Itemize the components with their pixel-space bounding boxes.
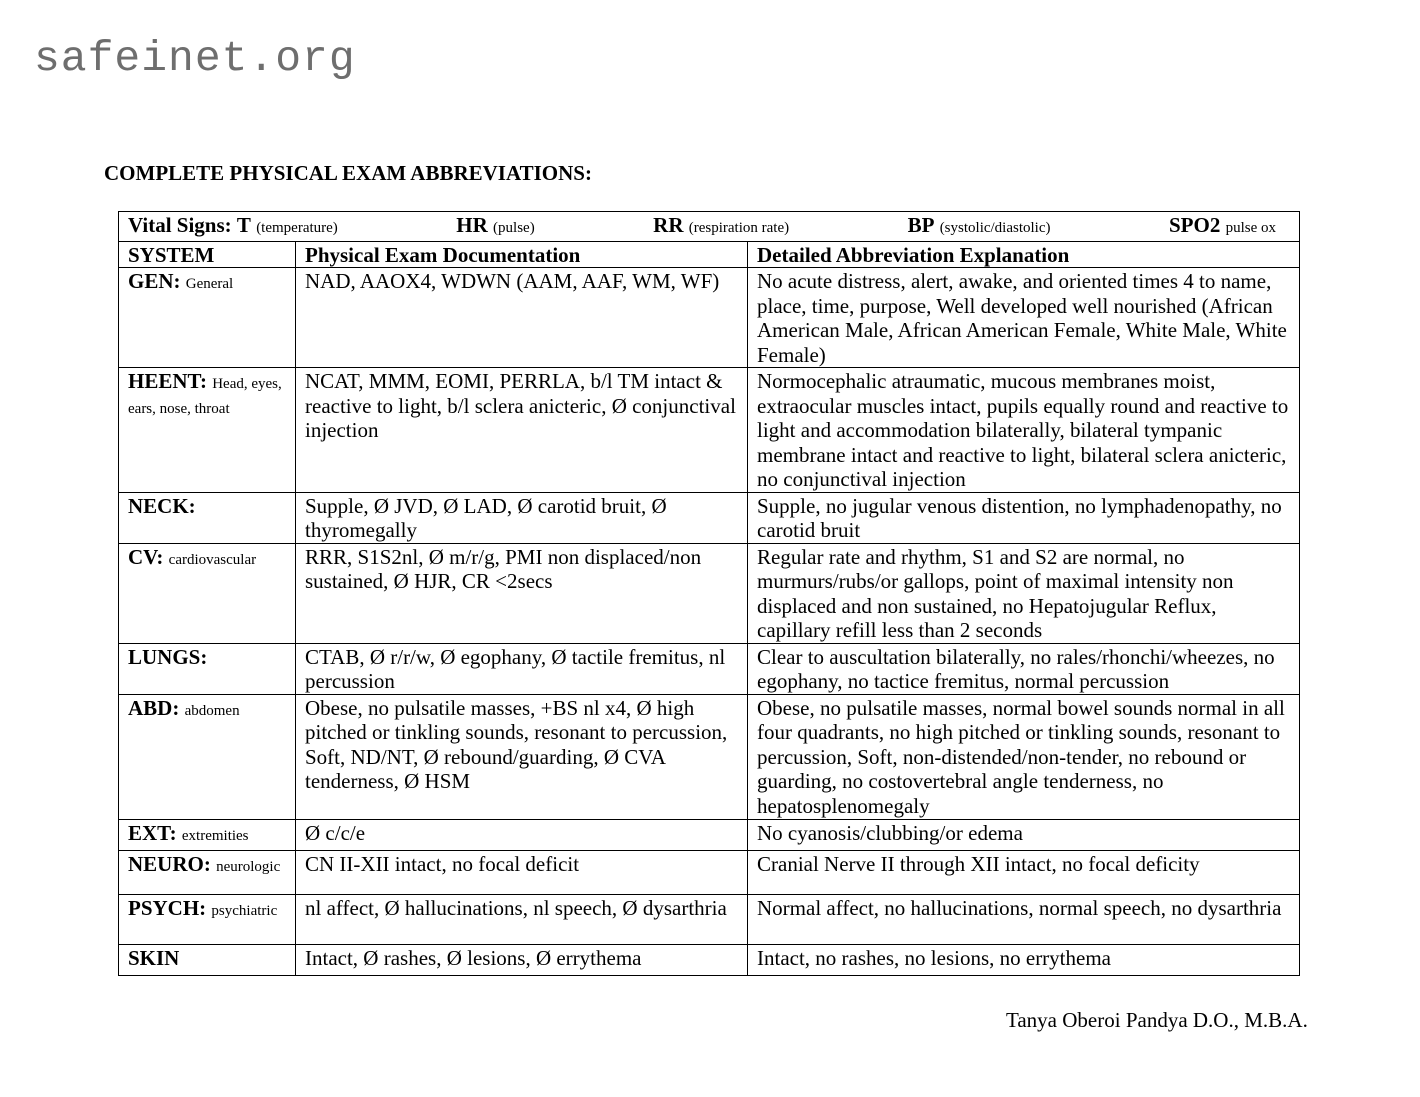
header-system: SYSTEM <box>119 241 296 268</box>
system-description: cardiovascular <box>168 551 257 568</box>
system-cell <box>119 694 296 819</box>
watermark: safeinet.org <box>34 34 356 83</box>
system-name: ABD: <box>128 695 180 720</box>
system-cell <box>119 643 296 694</box>
vital-blood-pressure: BP (systolic/diastolic) <box>907 213 1051 237</box>
explanation-cell: Supple, no jugular venous distention, no lymphadenopathy, no carotid bruit <box>748 492 1300 543</box>
system-description: psychiatric <box>211 902 278 919</box>
system-name: GEN: <box>128 269 181 293</box>
system-cell <box>119 819 296 850</box>
system-name: CV: <box>128 544 164 569</box>
explanation-cell: Clear to auscultation bilaterally, no rales/rhonchi/wheezes, no egophany, no tactice fremitus, normal percussion <box>748 643 1300 694</box>
author: Tanya Oberoi Pandya D.O., M.B.A. <box>1006 1008 1308 1032</box>
system-description: abdomen <box>184 702 240 719</box>
system-cell <box>119 368 296 493</box>
system-name: HEENT: <box>128 369 207 393</box>
system-cell <box>119 894 296 944</box>
explanation-cell: Obese, no pulsatile masses, normal bowel sounds normal in all four quadrants, no high pitched or tinkling sounds, resonant to percussion, Soft, non-distended/non-tender, no rebound or guarding, no costovertebral angle tenderness, no hepatosplenomegaly <box>748 694 1300 819</box>
system-cell <box>119 543 296 643</box>
documentation-cell: Ø c/c/e <box>296 819 748 850</box>
documentation-cell: Obese, no pulsatile masses, +BS nl x4, Ø high pitched or tinkling sounds, resonant to percussion, Soft, ND/NT, Ø rebound/guarding, Ø CVA tenderness, Ø HSM <box>296 694 748 819</box>
table-row <box>119 944 1300 975</box>
table-row <box>119 268 1300 368</box>
system-name: EXT: <box>128 820 177 845</box>
system-description: Head, eyes, ears, nose, throat <box>128 376 282 417</box>
documentation-cell: nl affect, Ø hallucinations, nl speech, Ø dysarthria <box>296 894 748 944</box>
table-row <box>119 894 1300 944</box>
table-row <box>119 543 1300 643</box>
header-explanation: Detailed Abbreviation Explanation <box>748 241 1300 268</box>
documentation-cell: Intact, Ø rashes, Ø lesions, Ø errythema <box>296 944 748 975</box>
vital-signs <box>128 213 1290 241</box>
documentation-cell: NAD, AAOX4, WDWN (AAM, AAF, WM, WF) <box>296 268 748 368</box>
documentation-cell: NCAT, MMM, EOMI, PERRLA, b/l TM intact & reactive to light, b/l sclera anicteric, Ø conjunctival injection <box>296 368 748 493</box>
documentation-cell: RRR, S1S2nl, Ø m/r/g, PMI non displaced/non sustained, Ø HJR, CR <2secs <box>296 543 748 643</box>
system-cell <box>119 492 296 543</box>
system-description: extremities <box>181 827 249 844</box>
table-row <box>119 694 1300 819</box>
system-description: General <box>185 276 234 292</box>
system-name: NECK: <box>128 493 196 518</box>
vital-temperature: Vital Signs: T (temperature) <box>128 213 338 237</box>
table-row <box>119 850 1300 894</box>
page-title: COMPLETE PHYSICAL EXAM ABBREVIATIONS: <box>104 161 592 185</box>
vital-heart-rate: HR (pulse) <box>456 213 535 237</box>
documentation-cell: CTAB, Ø r/r/w, Ø egophany, Ø tactile fremitus, nl percussion <box>296 643 748 694</box>
system-name: NEURO: <box>128 851 211 876</box>
system-description: neurologic <box>216 858 281 875</box>
vital-respiration-rate: RR (respiration rate) <box>653 213 790 237</box>
system-cell <box>119 944 296 975</box>
explanation-cell: Normal affect, no hallucinations, normal speech, no dysarthria <box>748 894 1300 944</box>
table-row <box>119 643 1300 694</box>
system-name: LUNGS: <box>128 644 208 669</box>
explanation-cell: No cyanosis/clubbing/or edema <box>748 819 1300 850</box>
system-name: SKIN <box>128 945 180 970</box>
header-documentation: Physical Exam Documentation <box>296 241 748 268</box>
system-cell <box>119 268 296 368</box>
table-row <box>119 492 1300 543</box>
table-header-row <box>119 241 1300 268</box>
explanation-cell: No acute distress, alert, awake, and oriented times 4 to name, place, time, purpose, Well developed well nourished (African American Male, African American Female, White Male, White Female) <box>748 268 1300 368</box>
system-cell <box>119 850 296 894</box>
explanation-cell: Intact, no rashes, no lesions, no errythema <box>748 944 1300 975</box>
documentation-cell: CN II-XII intact, no focal deficit <box>296 850 748 894</box>
vital-signs-row <box>119 212 1300 242</box>
explanation-cell: Cranial Nerve II through XII intact, no focal deficity <box>748 850 1300 894</box>
explanation-cell: Normocephalic atraumatic, mucous membranes moist, extraocular muscles intact, pupils equally round and reactive to light and accommodation bilaterally, bilateral tympanic membrane intact and reactive to light, bilateral sclera anicteric, no conjunctival injection <box>748 368 1300 493</box>
table-row <box>119 368 1300 493</box>
explanation-cell: Regular rate and rhythm, S1 and S2 are normal, no murmurs/rubs/or gallops, point of maximal intensity non displaced and non sustained, no Hepatojugular Reflux, capillary refill less than 2 seconds <box>748 543 1300 643</box>
system-name: PSYCH: <box>128 895 207 920</box>
table-row <box>119 819 1300 850</box>
documentation-cell: Supple, Ø JVD, Ø LAD, Ø carotid bruit, Ø thyromegally <box>296 492 748 543</box>
vital-spo2: SPO2 pulse ox <box>1168 213 1276 237</box>
exam-table <box>118 211 1300 976</box>
